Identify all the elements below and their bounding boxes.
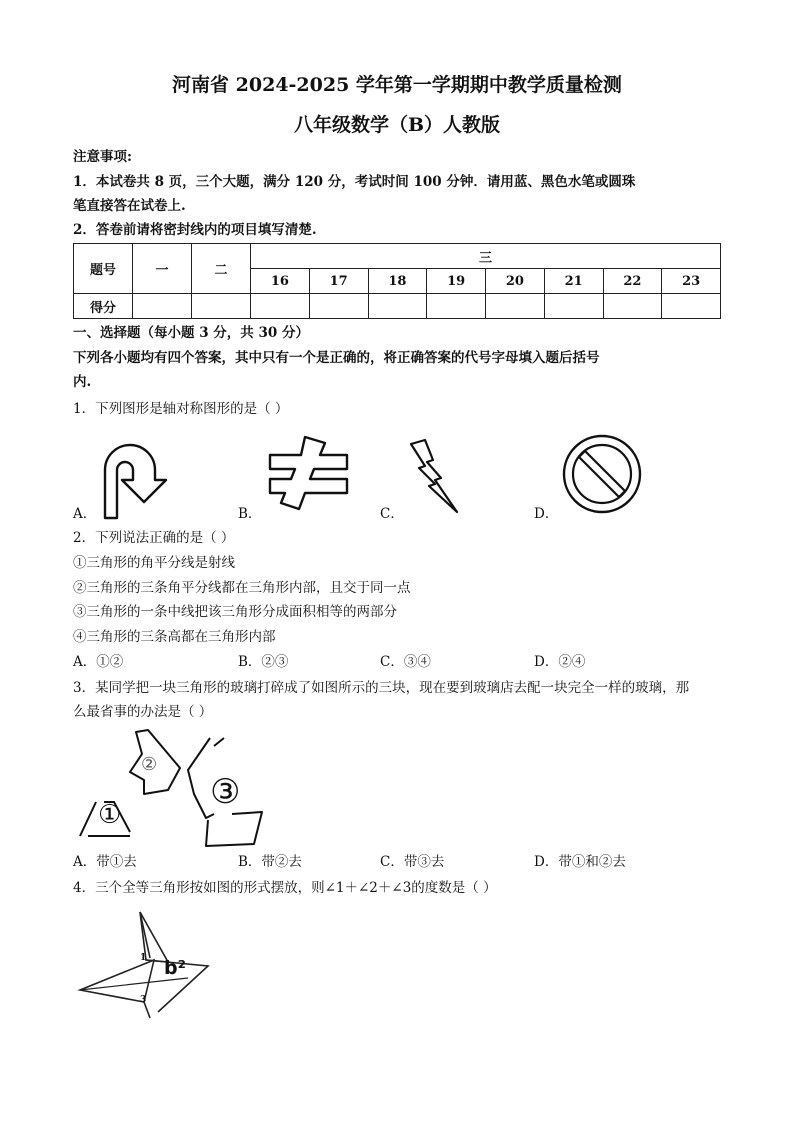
score-table-sub-col: 20 bbox=[486, 269, 545, 294]
lightning-bolt-figure bbox=[405, 438, 465, 518]
prohibition-sign-figure bbox=[560, 432, 644, 516]
q3-stem-1: 3．某同学把一块三角形的玻璃打碎成了如图所示的三块，现在要到玻璃店去配一块完全一样的玻璃，那 bbox=[73, 680, 690, 696]
q2-option-a[interactable]: A．①② bbox=[73, 654, 124, 670]
notice-line-2: 2．答卷前请将密封线内的项目填写清楚. bbox=[73, 222, 317, 238]
score-table-sub-col: 23 bbox=[662, 269, 721, 294]
section1-instruction-1: 下列各小题均有四个答案，其中只有一个是正确的，将正确答案的代号字母填入题后括号 bbox=[73, 350, 600, 366]
q2-statement-1: ①三角形的角平分线是射线 bbox=[73, 555, 235, 571]
section1-instruction-2: 内. bbox=[73, 374, 92, 390]
score-table-sub-col: 22 bbox=[603, 269, 662, 294]
score-table-col-2: 二 bbox=[192, 244, 251, 294]
score-table bbox=[73, 243, 721, 319]
score-cell[interactable] bbox=[192, 294, 251, 319]
score-cell[interactable] bbox=[309, 294, 368, 319]
score-cell[interactable] bbox=[662, 294, 721, 319]
u-turn-arrow-figure bbox=[100, 440, 170, 520]
score-table-col-1: 一 bbox=[133, 244, 192, 294]
angle-label-2: b² bbox=[164, 957, 186, 979]
q1-option-c[interactable]: C． bbox=[380, 506, 404, 522]
notice-heading: 注意事项: bbox=[73, 149, 132, 165]
q1-stem: 1．下列图形是轴对称图形的是（ ） bbox=[73, 401, 289, 417]
piece-label-1: ① bbox=[98, 800, 122, 830]
q1-option-d[interactable]: D． bbox=[534, 506, 559, 522]
q1-option-b[interactable]: B． bbox=[238, 506, 262, 522]
score-cell[interactable] bbox=[251, 294, 310, 319]
score-cell[interactable] bbox=[544, 294, 603, 319]
q4-stem: 4．三个全等三角形按如图的形式摆放，则∠1＋∠2＋∠3的度数是（ ） bbox=[73, 880, 497, 896]
angle-label-1: 1 bbox=[140, 953, 147, 963]
score-table-sub-col: 18 bbox=[368, 269, 427, 294]
score-cell[interactable] bbox=[133, 294, 192, 319]
score-table-sub-col: 21 bbox=[544, 269, 603, 294]
q2-option-c[interactable]: C．③④ bbox=[380, 654, 431, 670]
piece-label-3: ③ bbox=[210, 772, 241, 812]
q3-option-d[interactable]: D．带①和②去 bbox=[534, 854, 626, 870]
q2-statement-3: ③三角形的一条中线把该三角形分成面积相等的两部分 bbox=[73, 604, 397, 620]
q1-option-a[interactable]: A． bbox=[73, 506, 97, 522]
score-cell[interactable] bbox=[368, 294, 427, 319]
q2-statement-4: ④三角形的三条高都在三角形内部 bbox=[73, 629, 276, 645]
score-cell[interactable] bbox=[486, 294, 545, 319]
score-table-sub-col: 17 bbox=[309, 269, 368, 294]
q2-option-b[interactable]: B．②③ bbox=[238, 654, 289, 670]
score-cell[interactable] bbox=[603, 294, 662, 319]
notice-line-1: 1．本试卷共 8 页，三个大题，满分 120 分，考试时间 100 分钟．请用蓝、黑色水笔或圆珠 bbox=[73, 174, 636, 190]
notice-line-1b: 笔直接答在试卷上. bbox=[73, 198, 186, 214]
q3-option-b[interactable]: B．带②去 bbox=[238, 854, 302, 870]
exam-title: 河南省 2024-2025 学年第一学期期中教学质量检测 bbox=[172, 74, 622, 96]
q2-statement-2: ②三角形的三条角平分线都在三角形内部，且交于同一点 bbox=[73, 580, 411, 596]
piece-label-2: ② bbox=[141, 754, 158, 775]
not-equal-shape-figure bbox=[265, 435, 355, 515]
broken-glass-figure bbox=[78, 728, 278, 848]
score-table-sub-col: 16 bbox=[251, 269, 310, 294]
score-table-col-3: 三 bbox=[251, 244, 721, 269]
q3-option-a[interactable]: A．带①去 bbox=[73, 854, 137, 870]
angle-label-3: 3 bbox=[140, 995, 147, 1005]
score-table-row-label: 题号 bbox=[74, 244, 133, 294]
three-triangles-figure bbox=[78, 908, 228, 1018]
score-table-sub-col: 19 bbox=[427, 269, 486, 294]
score-table-score-label: 得分 bbox=[74, 294, 133, 319]
q3-stem-2: 么最省事的办法是（ ） bbox=[73, 704, 213, 720]
score-cell[interactable] bbox=[427, 294, 486, 319]
section1-heading: 一、选择题（每小题 3 分，共 30 分） bbox=[73, 325, 309, 341]
q3-option-c[interactable]: C．带③去 bbox=[380, 854, 445, 870]
exam-subtitle: 八年级数学（B）人教版 bbox=[293, 114, 501, 136]
q2-stem: 2．下列说法正确的是（ ） bbox=[73, 530, 235, 546]
q2-option-d[interactable]: D．②④ bbox=[534, 654, 586, 670]
